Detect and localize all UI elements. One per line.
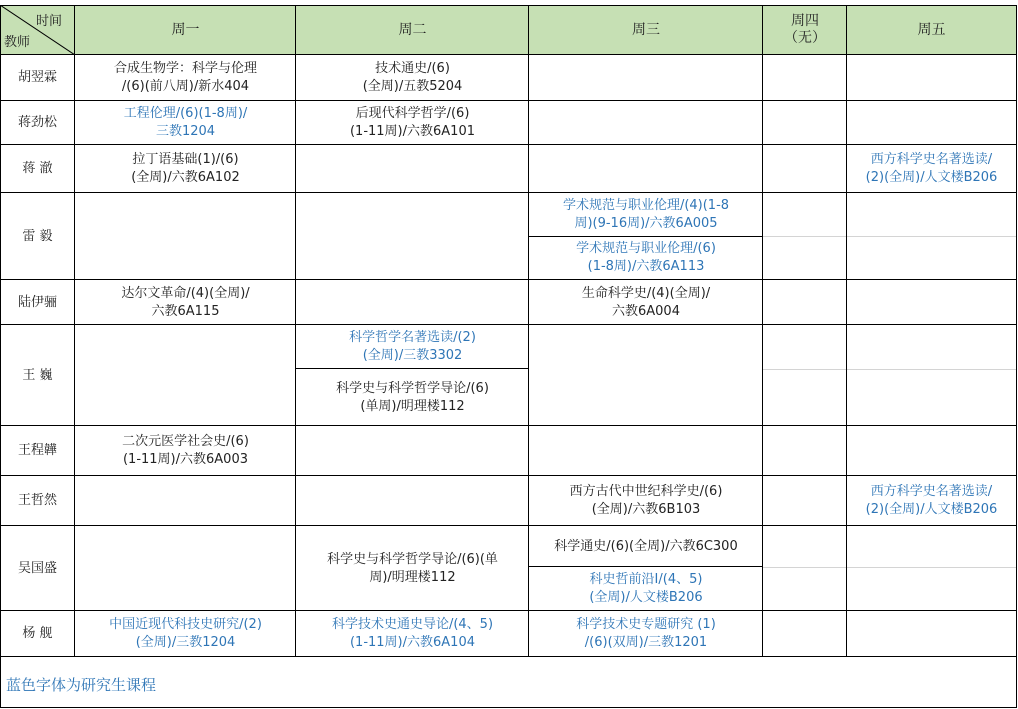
grid-hline xyxy=(0,656,1017,657)
course-cell: 后现代科学哲学/(6) (1-11周)/六教6A101 xyxy=(349,106,475,139)
grid-hline xyxy=(0,192,1017,193)
course-cell: 技术通史/(6) (全周)/五教5204 xyxy=(362,61,463,94)
grid-vline xyxy=(846,5,847,657)
legend-note: 蓝色字体为研究生课程 xyxy=(6,676,157,694)
teacher-name: 王程韡 xyxy=(17,443,57,458)
grid-hline xyxy=(0,425,1017,426)
header-mon: 周一 xyxy=(75,5,296,55)
course-cell: 科学史与科学哲学导论/(6) (单周)/明理楼112 xyxy=(336,380,489,414)
course-cell: 科学通史/(6)(全周)/六教6C300 xyxy=(554,538,738,554)
course-cell: 科学史与科学哲学导论/(6)(单 周)/明理楼112 xyxy=(327,551,498,585)
teacher-name: 王哲然 xyxy=(17,493,57,508)
course-cell: 西方古代中世纪科学史/(6) (全周)/六教6B103 xyxy=(569,484,723,517)
course-cell: 拉丁语基础(1)/(6) (全周)/六教6A102 xyxy=(131,152,240,185)
teacher-name: 吴国盛 xyxy=(17,560,57,576)
grid-hline xyxy=(296,368,529,369)
course-cell-graduate: 工程伦理/(6)(1-8周)/ 三教1204 xyxy=(123,106,248,139)
grid-vline xyxy=(295,5,296,657)
grid-vline xyxy=(762,5,763,657)
grid-hline xyxy=(529,236,763,237)
course-cell-graduate: 科学技术史通史导论/(4、5) (1-11周)/六教6A104 xyxy=(331,617,494,650)
teacher-name: 陆伊骊 xyxy=(17,294,57,310)
grid-hline xyxy=(0,5,1017,6)
grid-hline xyxy=(0,54,1017,55)
grid-hline xyxy=(529,566,763,567)
teacher-name: 蒋劲松 xyxy=(17,115,57,130)
course-cell: 合成生物学：科学与伦理 /(6)(前八周)/新水404 xyxy=(113,61,257,94)
sub-gridline xyxy=(763,236,1016,237)
grid-vline xyxy=(0,5,1,708)
grid-hline xyxy=(0,279,1017,280)
header-fri: 周五 xyxy=(847,5,1016,55)
grid-hline xyxy=(0,707,1017,708)
grid-hline xyxy=(0,525,1017,526)
course-cell-graduate: 学术规范与职业伦理/(4)(1-8 周)(9-16周)/六教6A005 xyxy=(562,197,730,231)
grid-vline xyxy=(528,5,529,657)
course-cell: 二次元医学社会史/(6) (1-11周)/六教6A003 xyxy=(122,434,249,467)
corner-teacher-label: 教师 xyxy=(4,35,31,50)
corner-time-label: 时间 xyxy=(36,14,63,29)
sub-gridline xyxy=(763,567,1016,568)
course-cell: 达尔文革命/(4)(全周)/ 六教6A115 xyxy=(121,285,250,319)
teacher-name: 杨 舰 xyxy=(22,626,53,641)
teacher-name: 蒋 澈 xyxy=(22,161,53,176)
course-cell: 生命科学史/(4)(全周)/ 六教6A004 xyxy=(581,285,711,319)
grid-hline xyxy=(0,144,1017,145)
grid-hline xyxy=(0,324,1017,325)
header-thu: 周四 （无） xyxy=(763,5,847,55)
course-cell-graduate: 中国近现代科技史研究/(2) (全周)/三教1204 xyxy=(109,617,262,650)
grid-hline xyxy=(0,475,1017,476)
course-cell-graduate: 学术规范与职业伦理/(6) (1-8周)/六教6A113 xyxy=(576,241,716,274)
course-cell-graduate: 科学技术史专题研究 (1) /(6)(双周)/三教1201 xyxy=(576,617,716,650)
course-cell-graduate: 西方科学史名著选读/ (2)(全周)/人文楼B206 xyxy=(865,484,998,517)
header-tue: 周二 xyxy=(296,5,529,55)
header-wed: 周三 xyxy=(529,5,763,55)
grid-hline xyxy=(0,100,1017,101)
grid-hline xyxy=(0,610,1017,611)
teacher-name: 雷 毅 xyxy=(22,228,53,244)
course-cell-graduate: 科史哲前沿I/(4、5) (全周)/人文楼B206 xyxy=(589,572,703,605)
sub-gridline xyxy=(763,369,1016,370)
course-cell-graduate: 科学哲学名著选读/(2) (全周)/三教3302 xyxy=(349,330,476,363)
grid-vline xyxy=(1016,5,1017,708)
grid-vline xyxy=(74,5,75,657)
teacher-name: 胡翌霖 xyxy=(17,70,57,85)
teacher-name: 王 巍 xyxy=(22,367,53,383)
course-cell-graduate: 西方科学史名著选读/ (2)(全周)/人文楼B206 xyxy=(865,152,998,185)
